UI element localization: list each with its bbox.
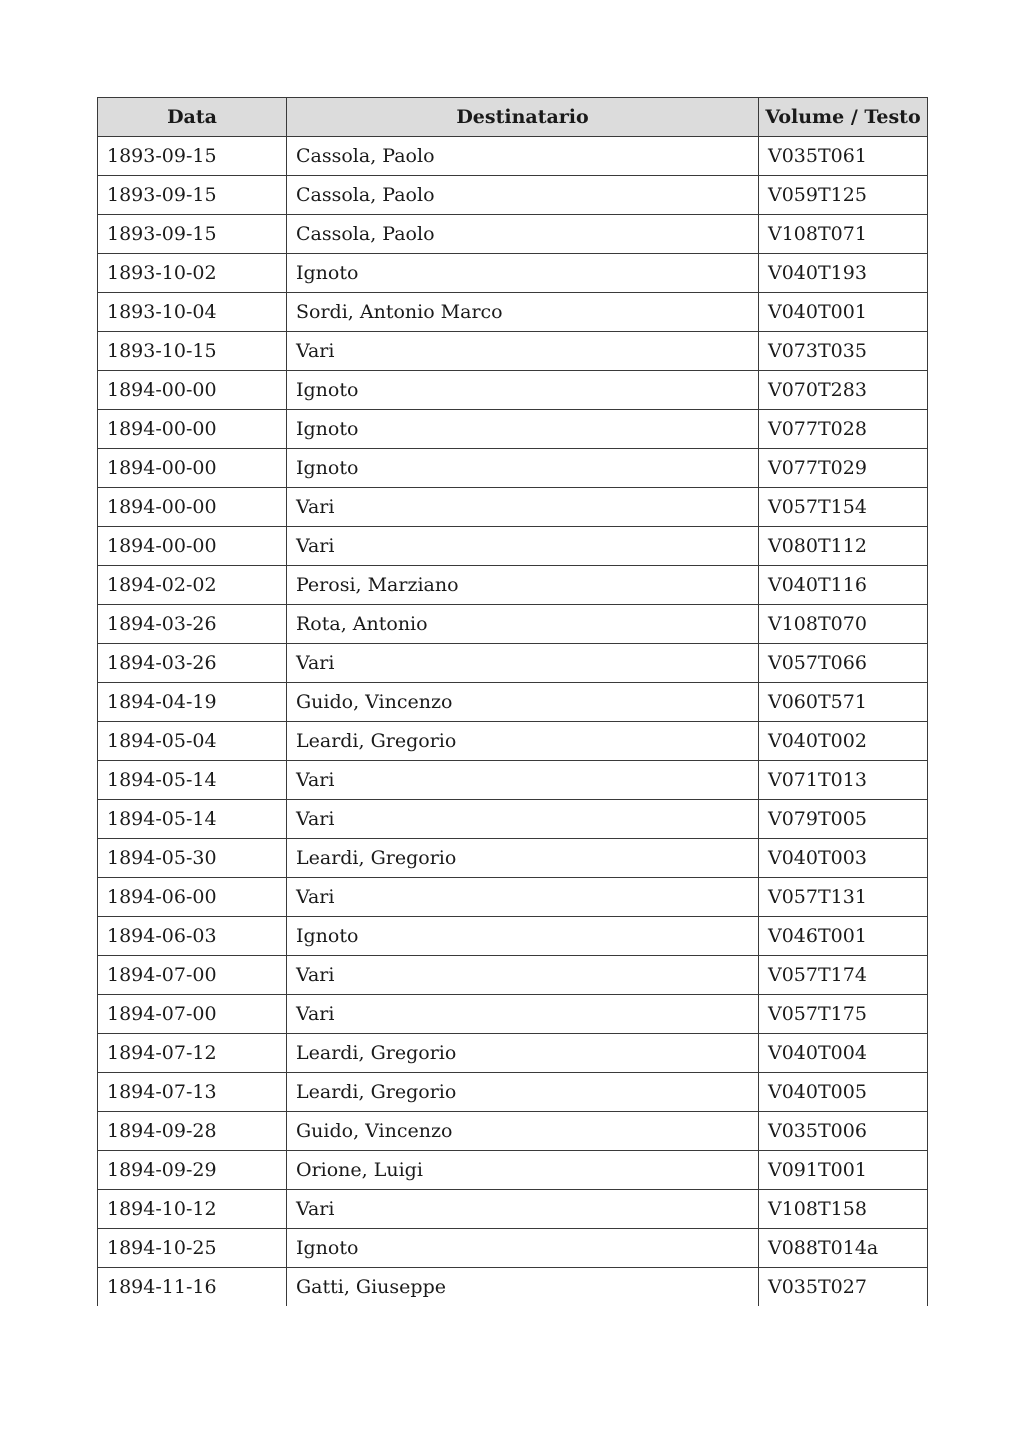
cell-volume-text: V059T125 — [759, 176, 928, 215]
table-row — [98, 839, 928, 878]
cell-date: 1893-09-15 — [98, 215, 287, 254]
table-row — [98, 371, 928, 410]
table-row — [98, 137, 928, 176]
cell-volume-text: V077T028 — [759, 410, 928, 449]
cell-recipient: Guido, Vincenzo — [287, 683, 759, 722]
table-row — [98, 215, 928, 254]
table-row — [98, 293, 928, 332]
cell-volume-text: V071T013 — [759, 761, 928, 800]
cell-volume-text: V040T004 — [759, 1034, 928, 1073]
table-row — [98, 644, 928, 683]
cell-recipient: Sordi, Antonio Marco — [287, 293, 759, 332]
cell-volume-text: V070T283 — [759, 371, 928, 410]
cell-recipient: Ignoto — [287, 371, 759, 410]
cell-date: 1894-09-28 — [98, 1112, 287, 1151]
table-row — [98, 917, 928, 956]
cell-date: 1894-11-16 — [98, 1268, 287, 1307]
header-recipient: Destinatario — [287, 98, 759, 137]
cell-recipient: Vari — [287, 644, 759, 683]
table-row — [98, 1073, 928, 1112]
cell-volume-text: V040T002 — [759, 722, 928, 761]
table-header — [98, 98, 928, 137]
table-row — [98, 1034, 928, 1073]
cell-volume-text: V040T193 — [759, 254, 928, 293]
cell-recipient: Cassola, Paolo — [287, 176, 759, 215]
cell-volume-text: V057T131 — [759, 878, 928, 917]
cell-recipient: Leardi, Gregorio — [287, 839, 759, 878]
cell-volume-text: V077T029 — [759, 449, 928, 488]
cell-date: 1894-00-00 — [98, 371, 287, 410]
cell-date: 1894-05-14 — [98, 800, 287, 839]
cell-date: 1893-09-15 — [98, 137, 287, 176]
cell-volume-text: V035T061 — [759, 137, 928, 176]
letters-table — [97, 97, 928, 1306]
table-row — [98, 488, 928, 527]
cell-date: 1894-09-29 — [98, 1151, 287, 1190]
table-row — [98, 1229, 928, 1268]
cell-date: 1894-05-04 — [98, 722, 287, 761]
table-row — [98, 1190, 928, 1229]
cell-date: 1894-00-00 — [98, 449, 287, 488]
cell-recipient: Ignoto — [287, 917, 759, 956]
table-row — [98, 410, 928, 449]
header-date: Data — [98, 98, 287, 137]
cell-date: 1894-00-00 — [98, 410, 287, 449]
cell-date: 1894-03-26 — [98, 605, 287, 644]
cell-recipient: Vari — [287, 800, 759, 839]
cell-recipient: Leardi, Gregorio — [287, 1073, 759, 1112]
cell-date: 1894-04-19 — [98, 683, 287, 722]
cell-recipient: Ignoto — [287, 410, 759, 449]
cell-volume-text: V057T066 — [759, 644, 928, 683]
cell-volume-text: V080T112 — [759, 527, 928, 566]
cell-date: 1893-09-15 — [98, 176, 287, 215]
cell-volume-text: V035T006 — [759, 1112, 928, 1151]
cell-date: 1894-07-12 — [98, 1034, 287, 1073]
table-row — [98, 956, 928, 995]
cell-recipient: Cassola, Paolo — [287, 137, 759, 176]
cell-volume-text: V108T070 — [759, 605, 928, 644]
cell-date: 1894-05-30 — [98, 839, 287, 878]
header-row — [98, 98, 928, 137]
cell-date: 1894-03-26 — [98, 644, 287, 683]
cell-date: 1894-10-12 — [98, 1190, 287, 1229]
cell-recipient: Vari — [287, 527, 759, 566]
cell-volume-text: V057T174 — [759, 956, 928, 995]
table-row — [98, 449, 928, 488]
cell-date: 1894-02-02 — [98, 566, 287, 605]
table-row — [98, 761, 928, 800]
table-row — [98, 683, 928, 722]
cell-volume-text: V057T154 — [759, 488, 928, 527]
cell-recipient: Leardi, Gregorio — [287, 1034, 759, 1073]
table-row — [98, 176, 928, 215]
cell-date: 1894-06-03 — [98, 917, 287, 956]
table-row — [98, 566, 928, 605]
cell-date: 1894-05-14 — [98, 761, 287, 800]
cell-recipient: Vari — [287, 761, 759, 800]
cell-volume-text: V040T003 — [759, 839, 928, 878]
cell-date: 1894-00-00 — [98, 488, 287, 527]
cell-volume-text: V040T116 — [759, 566, 928, 605]
table-row — [98, 722, 928, 761]
table-row — [98, 254, 928, 293]
cell-recipient: Rota, Antonio — [287, 605, 759, 644]
cell-date: 1893-10-02 — [98, 254, 287, 293]
cell-volume-text: V040T005 — [759, 1073, 928, 1112]
cell-volume-text: V108T071 — [759, 215, 928, 254]
cell-volume-text: V040T001 — [759, 293, 928, 332]
header-volume-text: Volume / Testo — [759, 98, 928, 137]
cell-recipient: Vari — [287, 995, 759, 1034]
cell-recipient: Vari — [287, 956, 759, 995]
cell-date: 1894-07-00 — [98, 956, 287, 995]
cell-date: 1894-10-25 — [98, 1229, 287, 1268]
cell-recipient: Vari — [287, 332, 759, 371]
cell-volume-text: V091T001 — [759, 1151, 928, 1190]
table-row — [98, 1268, 928, 1307]
cell-recipient: Leardi, Gregorio — [287, 722, 759, 761]
cell-volume-text: V079T005 — [759, 800, 928, 839]
cell-recipient: Guido, Vincenzo — [287, 1112, 759, 1151]
cell-date: 1894-00-00 — [98, 527, 287, 566]
cell-volume-text: V046T001 — [759, 917, 928, 956]
cell-date: 1894-06-00 — [98, 878, 287, 917]
cell-recipient: Ignoto — [287, 449, 759, 488]
table-row — [98, 527, 928, 566]
cell-date: 1894-07-13 — [98, 1073, 287, 1112]
table-body — [98, 137, 928, 1307]
cell-recipient: Ignoto — [287, 1229, 759, 1268]
table-row — [98, 605, 928, 644]
cell-recipient: Ignoto — [287, 254, 759, 293]
cell-recipient: Vari — [287, 878, 759, 917]
cell-recipient: Cassola, Paolo — [287, 215, 759, 254]
table-row — [98, 1151, 928, 1190]
cell-volume-text: V088T014a — [759, 1229, 928, 1268]
cell-volume-text: V108T158 — [759, 1190, 928, 1229]
cell-volume-text: V057T175 — [759, 995, 928, 1034]
table-row — [98, 800, 928, 839]
table-row — [98, 878, 928, 917]
cell-volume-text: V073T035 — [759, 332, 928, 371]
cell-recipient: Gatti, Giuseppe — [287, 1268, 759, 1307]
cell-date: 1893-10-15 — [98, 332, 287, 371]
cell-volume-text: V060T571 — [759, 683, 928, 722]
cell-volume-text: V035T027 — [759, 1268, 928, 1307]
cell-date: 1894-07-00 — [98, 995, 287, 1034]
cell-recipient: Perosi, Marziano — [287, 566, 759, 605]
cell-recipient: Orione, Luigi — [287, 1151, 759, 1190]
cell-recipient: Vari — [287, 488, 759, 527]
cell-date: 1893-10-04 — [98, 293, 287, 332]
table-row — [98, 1112, 928, 1151]
table-row — [98, 332, 928, 371]
cell-recipient: Vari — [287, 1190, 759, 1229]
table-row — [98, 995, 928, 1034]
